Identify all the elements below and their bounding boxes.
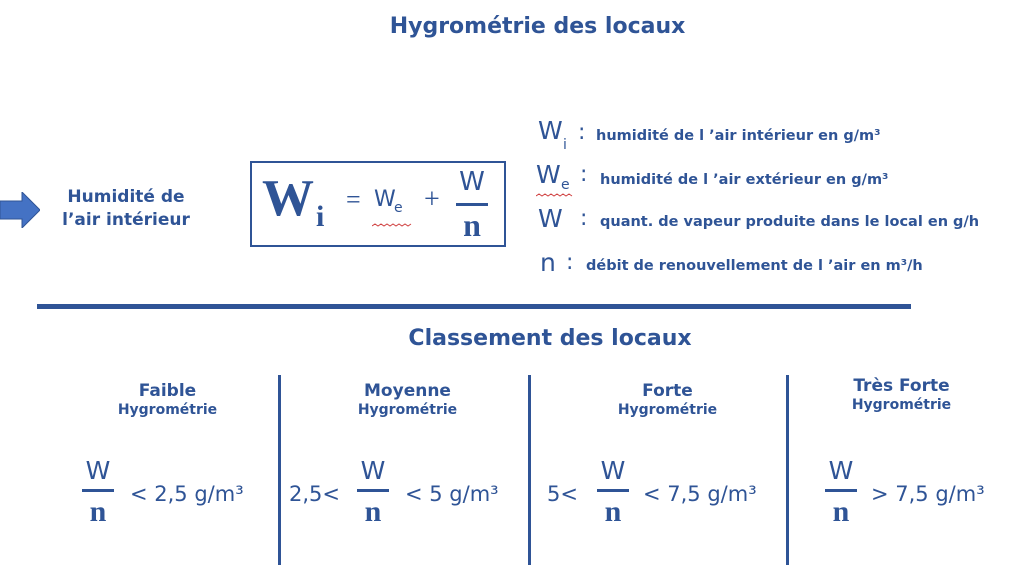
- right-arrow-icon: [0, 192, 40, 228]
- inequality-numerator: W: [828, 456, 854, 485]
- formula-lhs-sub: i: [316, 200, 325, 233]
- category-sub: Hygrométrie: [357, 402, 458, 418]
- inequality-tres-forte: [789, 455, 1009, 535]
- inequality-prefix: 5<: [547, 482, 578, 506]
- formula-plus: +: [424, 184, 440, 215]
- inequality-denominator: n: [364, 495, 382, 528]
- inequality-suffix: > 7,5 g/m³: [871, 482, 985, 506]
- formula-term1-symbol: W: [374, 187, 396, 212]
- formula-denominator: n: [463, 207, 481, 243]
- category-sub: Hygrométrie: [851, 397, 952, 413]
- category-name: Très Forte: [853, 376, 950, 396]
- inequality-forte: [531, 455, 786, 535]
- category-name: Faible: [138, 381, 197, 401]
- definition-colon: :: [580, 162, 588, 187]
- definition-w: [538, 204, 1008, 240]
- formula-term1-sub: e: [394, 200, 403, 216]
- inequality-fraction-bar: [825, 489, 857, 492]
- category-faible: [60, 381, 275, 419]
- definition-colon: :: [580, 206, 588, 231]
- category-sub: Hygrométrie: [617, 402, 718, 418]
- page-title: Hygrométrie des locaux: [389, 14, 686, 39]
- definition-colon: :: [578, 120, 586, 145]
- category-sub: Hygrométrie: [117, 402, 218, 418]
- category-name: Forte: [642, 381, 693, 401]
- definition-colon: :: [566, 250, 574, 275]
- definition-n: [540, 248, 1008, 284]
- inequality-fraction-bar: [82, 489, 114, 492]
- inequality-prefix: 2,5<: [289, 482, 340, 506]
- inequality-fraction-bar: [597, 489, 629, 492]
- inequality-suffix: < 7,5 g/m³: [643, 482, 757, 506]
- definition-symbol: W: [538, 204, 563, 233]
- inequality-suffix: < 5 g/m³: [405, 482, 499, 506]
- formula-box: [250, 161, 506, 247]
- inequality-faible: [0, 455, 278, 535]
- definition-sub: i: [563, 137, 567, 153]
- inequality-denominator: n: [832, 495, 850, 528]
- definition-text: quant. de vapeur produite dans le local en g/h: [600, 214, 980, 230]
- formula-numerator: W: [459, 167, 485, 197]
- formula-fraction-bar: [456, 203, 488, 206]
- inequality-numerator: W: [600, 456, 626, 485]
- definition-symbol: n: [540, 248, 556, 277]
- definition-sub: e: [561, 177, 570, 193]
- spellcheck-underline: [536, 193, 574, 198]
- definition-text: débit de renouvellement de l ’air en m³/h: [586, 258, 923, 274]
- inequality-fraction-bar: [357, 489, 389, 492]
- category-tres-forte: [794, 376, 1009, 414]
- inequality-denominator: n: [89, 495, 107, 528]
- section-divider: [37, 304, 911, 309]
- inequality-numerator: W: [360, 456, 386, 485]
- definition-text: humidité de l ’air intérieur en g/m³: [596, 128, 881, 144]
- formula-lhs-symbol: W: [262, 170, 314, 227]
- category-name: Moyenne: [364, 381, 451, 401]
- inequality-numerator: W: [85, 456, 111, 485]
- formula-equals: =: [346, 185, 361, 214]
- inequality-denominator: n: [604, 495, 622, 528]
- definition-text: humidité de l ’air extérieur en g/m³: [600, 172, 889, 188]
- spellcheck-underline: [372, 223, 412, 228]
- classification-title: Classement des locaux: [408, 326, 692, 351]
- indoor-humidity-label: Humidité de l’air intérieur: [62, 187, 190, 230]
- definition-we: [536, 160, 1008, 200]
- definition-symbol: W: [538, 116, 563, 145]
- definition-wi: [538, 116, 1008, 156]
- category-forte: [560, 381, 775, 419]
- inequality-suffix: < 2,5 g/m³: [130, 482, 244, 506]
- category-moyenne: [300, 381, 515, 419]
- definition-symbol: W: [536, 160, 561, 189]
- inequality-moyenne: [281, 455, 528, 535]
